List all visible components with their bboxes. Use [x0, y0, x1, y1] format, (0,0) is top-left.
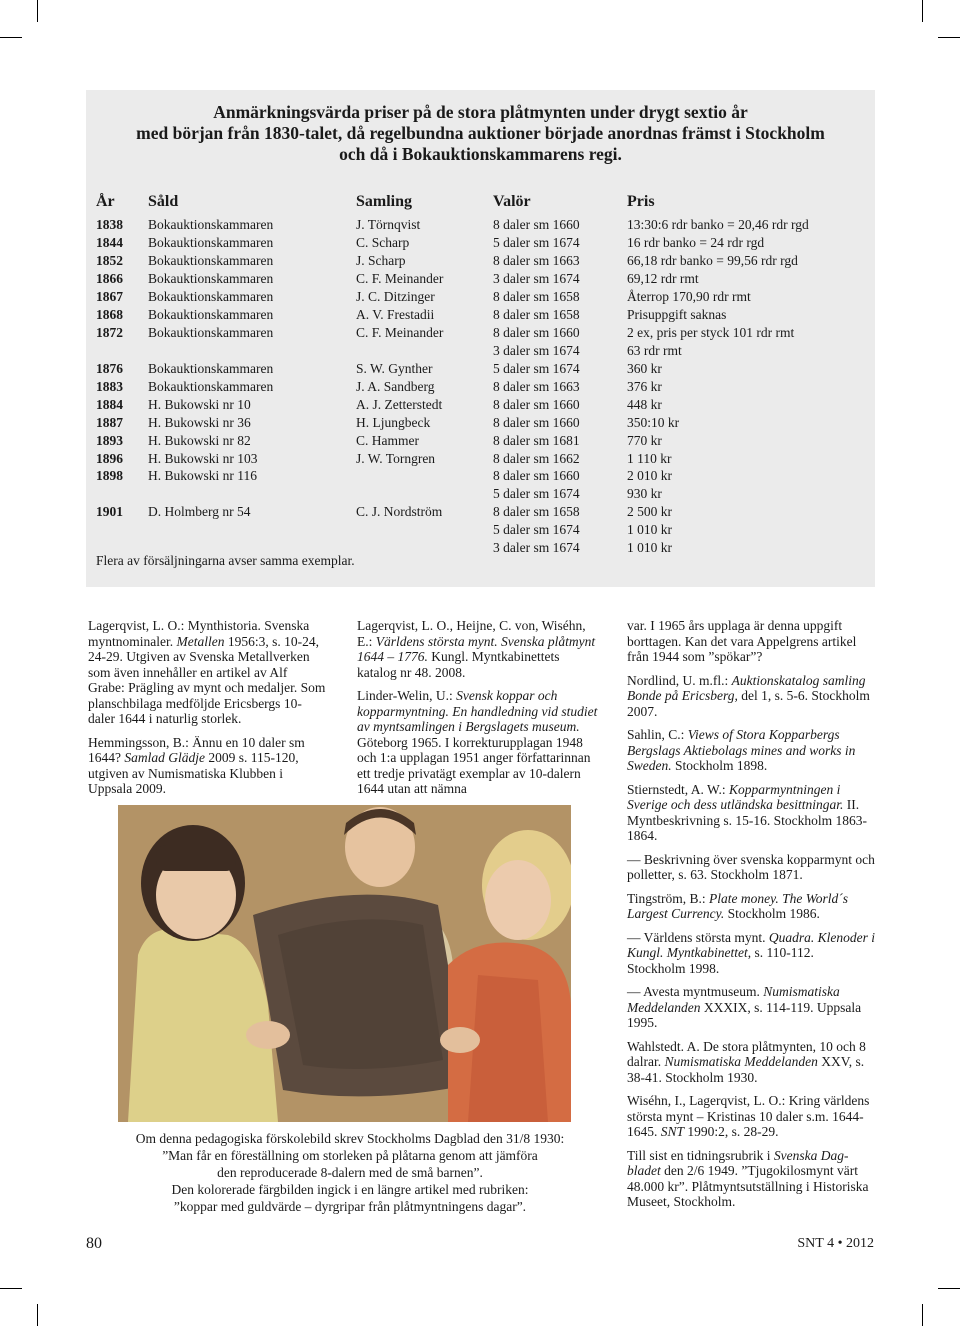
- cell-price: 376 kr: [627, 379, 662, 394]
- crop-mark: [37, 0, 38, 22]
- price-table-box: [86, 90, 875, 587]
- reference-entry: Lagerqvist, L. O., Heijne, C. von, Wiséhn, E.: Världens största mynt. Svenska plåtmynt 1644 – 1776. Kungl. Myntkabinettets katalog nr 48. 2008.: [357, 618, 596, 680]
- header-value: Valör: [493, 193, 531, 210]
- page-number: 80: [86, 1235, 102, 1252]
- cell-value: 8 daler sm 1660: [493, 217, 580, 232]
- cell-sold: Bokauktionskammaren: [148, 325, 274, 340]
- cell-collection: J. A. Sandberg: [356, 379, 435, 394]
- cell-value: 3 daler sm 1674: [493, 271, 580, 286]
- cell-collection: A. J. Zetterstedt: [356, 397, 443, 412]
- cell-price: 69,12 rdr rmt: [627, 271, 699, 286]
- reference-entry: — Världens största mynt. Quadra. Klenoder i Kungl. Myntkabinettet, s. 110-112. Stockholm 1998.: [627, 929, 875, 976]
- cell-value: 8 daler sm 1660: [493, 468, 580, 483]
- table-row: [86, 485, 875, 503]
- cell-year: 1866: [96, 271, 123, 286]
- title-line: och då i Bokauktionskammarens regi.: [339, 144, 622, 164]
- cell-year: 1838: [96, 217, 123, 232]
- cell-price: 2 500 kr: [627, 504, 672, 519]
- reference-entry: Lagerqvist, L. O.: Mynthistoria. Svenska myntnominaler. Metallen 1956:3, s. 10-24, 24-29. Utgiven av Svenska Metallverken som även innehåller en artikel av Alf Grabe: Prägling av mynt och medaljer. Som planschbilaga medföljde Ericsbergs 10-daler 1644 i naturlig storlek.: [88, 618, 326, 726]
- cell-price: 2 ex, pris per styck 101 rdr rmt: [627, 325, 795, 340]
- cell-collection: C. F. Meinander: [356, 325, 444, 340]
- table-row: [86, 306, 875, 324]
- crop-mark: [938, 37, 960, 38]
- table-row: [86, 360, 875, 378]
- table-footnote: Flera av försäljningarna avser samma exemplar.: [96, 553, 355, 568]
- crop-mark: [0, 1288, 22, 1289]
- header-sold: Såld: [148, 193, 179, 210]
- caption-line: ”Man får en föreställning om storleken på plåtarna genom att jämföra: [162, 1148, 538, 1163]
- cell-collection: C. F. Meinander: [356, 271, 444, 286]
- cell-year: 1896: [96, 451, 123, 466]
- table-row: [86, 216, 875, 234]
- title-line: med början från 1830-talet, då regelbundna auktioner började anordnas främst i Stockholm: [136, 123, 825, 143]
- caption-line: den reproducerade 8-dalern med de små barnen”.: [217, 1165, 483, 1180]
- cell-price: 770 kr: [627, 433, 662, 448]
- cell-collection: J. Törnqvist: [356, 217, 421, 232]
- cell-year: 1876: [96, 361, 123, 376]
- cell-value: 8 daler sm 1663: [493, 379, 580, 394]
- cell-price: 1 110 kr: [627, 451, 672, 466]
- cell-value: 5 daler sm 1674: [493, 522, 580, 537]
- table-title: [86, 102, 875, 165]
- cell-price: 13:30:6 rdr banko = 20,46 rdr rgd: [627, 217, 809, 232]
- table-row: [86, 467, 875, 485]
- cell-collection: S. W. Gynther: [356, 361, 433, 376]
- cell-year: 1884: [96, 397, 123, 412]
- table-row: [86, 252, 875, 270]
- crop-mark: [938, 1288, 960, 1289]
- crop-mark: [922, 0, 923, 22]
- cell-price: 2 010 kr: [627, 468, 672, 483]
- cell-year: 1867: [96, 289, 123, 304]
- caption-line: ”koppar med guldvärde – dyrgripar från plåtmyntningens dagar”.: [173, 1199, 527, 1214]
- reference-entry: Stiernstedt, A. W.: Kopparmyntningen i Sverige och dess utländska besittningar. II. Myntbeskrivning s. 15-16. Stockholm 1863-1864.: [627, 781, 867, 843]
- cell-sold: H. Bukowski nr 116: [148, 468, 258, 483]
- reference-entry: — Beskrivning över svenska kopparmynt och polletter, s. 63. Stockholm 1871.: [627, 851, 875, 882]
- table-row: [86, 270, 875, 288]
- cell-year: 1898: [96, 468, 123, 483]
- crop-mark: [0, 37, 22, 38]
- cell-collection: J. C. Ditzinger: [356, 289, 435, 304]
- header-year: År: [96, 193, 115, 210]
- reference-column-2: [357, 618, 599, 805]
- cell-sold: Bokauktionskammaren: [148, 361, 274, 376]
- cell-collection: C. Hammer: [356, 433, 419, 448]
- reference-entry: Linder-Welin, U.: Svensk koppar och kopparmyntning. En handledning vid studiet av myntsamlingen i Bergslagets museum. Göteborg 1965. I korrekturupplagan 1948 och 1:a upplagan 1951 anger författarinnan ett tredje privatägt exemplar av 10-dalern 1644 utan att nämna: [357, 688, 598, 796]
- table-row: [86, 450, 875, 468]
- crop-mark: [922, 1304, 923, 1326]
- cell-year: 1883: [96, 379, 123, 394]
- table-row: [86, 378, 875, 396]
- cell-value: 8 daler sm 1681: [493, 433, 580, 448]
- cell-year: 1872: [96, 325, 123, 340]
- cell-value: 5 daler sm 1674: [493, 361, 580, 376]
- reference-entry: Hemmingsson, B.: Ännu en 10 daler sm 1644? Samlad Glädje 2009 s. 115-120, utgiven av Numismatiska Klubben i Uppsala 2009.: [88, 734, 305, 796]
- cell-sold: Bokauktionskammaren: [148, 217, 274, 232]
- cell-year: 1887: [96, 415, 123, 430]
- reference-entry: Sahlin, C.: Views of Stora Kopparbergs Bergslags Aktiebolags mines and works in Sweden. Stockholm 1898.: [627, 727, 856, 773]
- table-row: [86, 324, 875, 342]
- cell-value: 8 daler sm 1658: [493, 289, 580, 304]
- cell-value: 8 daler sm 1660: [493, 415, 580, 430]
- reference-entry: Tingström, B.: Plate money. The World´s Largest Currency. Stockholm 1986.: [627, 890, 849, 921]
- cell-sold: Bokauktionskammaren: [148, 379, 274, 394]
- cell-collection: A. V. Frestadii: [356, 307, 435, 322]
- cell-price: 448 kr: [627, 397, 662, 412]
- cell-sold: D. Holmberg nr 54: [148, 504, 251, 519]
- cell-value: 8 daler sm 1662: [493, 451, 580, 466]
- cell-year: 1893: [96, 433, 123, 448]
- cell-price: 360 kr: [627, 361, 662, 376]
- table-row: [86, 414, 875, 432]
- table-row: [86, 396, 875, 414]
- cell-price: Återrop 170,90 rdr rmt: [627, 289, 751, 304]
- reference-entry: Nordlind, U. m.fl.: Auktionskatalog samling Bonde på Ericsberg, del 1, s. 5-6. Stockholm 2007.: [627, 672, 870, 719]
- cell-sold: Bokauktionskammaren: [148, 307, 274, 322]
- table-row: [86, 288, 875, 306]
- reference-entry: Till sist en tidningsrubrik i Svenska Dagbladet den 2/6 1949. ”Tjugokilosmynt värt 48.000 kr”. Plåtmyntsutställning i Historiska Museet, Stockholm.: [627, 1147, 869, 1209]
- reference-column-3: [627, 618, 875, 1218]
- journal-footer: SNT 4 • 2012: [797, 1236, 874, 1251]
- cell-value: 3 daler sm 1674: [493, 343, 580, 358]
- photo-illustration: [118, 805, 571, 1122]
- cell-sold: Bokauktionskammaren: [148, 253, 274, 268]
- cell-collection: C. Scharp: [356, 235, 410, 250]
- cell-value: 8 daler sm 1660: [493, 397, 580, 412]
- cell-value: 8 daler sm 1660: [493, 325, 580, 340]
- cell-price: 16 rdr banko = 24 rdr rgd: [627, 235, 765, 250]
- header-collection: Samling: [356, 193, 413, 210]
- reference-entry: var. I 1965 års upplaga är denna uppgift borttagen. Kan det vara Appelgrens artikel från 1944 som ”spökar”?: [627, 618, 857, 664]
- cell-value: 3 daler sm 1674: [493, 540, 580, 555]
- table-row: [86, 503, 875, 521]
- cell-price: 63 rdr rmt: [627, 343, 682, 358]
- cell-year: 1901: [96, 504, 123, 519]
- reference-entry: Wiséhn, I., Lagerqvist, L. O.: Kring världens största mynt – Kristinas 10 daler s.m. 1644-1645. SNT 1990:2, s. 28-29.: [627, 1093, 870, 1139]
- header-price: Pris: [627, 193, 655, 210]
- cell-year: 1852: [96, 253, 123, 268]
- table-row: [86, 342, 875, 360]
- caption-line: Om denna pedagogiska förskolebild skrev Stockholms Dagblad den 31/8 1930:: [135, 1131, 565, 1146]
- cell-sold: Bokauktionskammaren: [148, 235, 274, 250]
- reference-entry: — Avesta myntmuseum. Numismatiska Meddelanden XXXIX, s. 114-119. Uppsala 1995.: [627, 984, 862, 1030]
- caption-line: Den kolorerade färgbilden ingick i en längre artikel med rubriken:: [171, 1182, 529, 1197]
- cell-collection: H. Ljungbeck: [356, 415, 431, 430]
- table-row: [86, 432, 875, 450]
- table-row: [86, 234, 875, 252]
- cell-value: 8 daler sm 1658: [493, 307, 580, 322]
- photo-caption: [100, 1130, 600, 1215]
- cell-sold: H. Bukowski nr 82: [148, 433, 251, 448]
- cell-collection: J. Scharp: [356, 253, 406, 268]
- cell-value: 5 daler sm 1674: [493, 486, 580, 501]
- cell-sold: H. Bukowski nr 36: [148, 415, 251, 430]
- cell-price: 1 010 kr: [627, 540, 672, 555]
- cell-collection: J. W. Torngren: [356, 451, 436, 466]
- cell-value: 8 daler sm 1663: [493, 253, 580, 268]
- cell-sold: Bokauktionskammaren: [148, 271, 274, 286]
- cell-price: 66,18 rdr banko = 99,56 rdr rgd: [627, 253, 798, 268]
- cell-value: 8 daler sm 1658: [493, 504, 580, 519]
- table-row: [86, 521, 875, 539]
- reference-column-1: [88, 618, 326, 805]
- cell-price: 930 kr: [627, 486, 662, 501]
- cell-price: 350:10 kr: [627, 415, 680, 430]
- cell-sold: H. Bukowski nr 103: [148, 451, 258, 466]
- cell-year: 1844: [96, 235, 123, 250]
- children-photo: [118, 805, 571, 1122]
- cell-sold: H. Bukowski nr 10: [148, 397, 251, 412]
- cell-price: Prisuppgift saknas: [627, 307, 727, 322]
- cell-year: 1868: [96, 307, 123, 322]
- cell-sold: Bokauktionskammaren: [148, 289, 274, 304]
- reference-entry: Wahlstedt. A. De stora plåtmynten, 10 och 8 dalrar. Numismatiska Meddelanden XXV, s. 38-41. Stockholm 1930.: [627, 1038, 866, 1085]
- cell-collection: C. J. Nordström: [356, 504, 443, 519]
- title-line: Anmärkningsvärda priser på de stora plåtmynten under drygt sextio år: [213, 102, 748, 122]
- cell-price: 1 010 kr: [627, 522, 672, 537]
- cell-value: 5 daler sm 1674: [493, 235, 580, 250]
- crop-mark: [37, 1304, 38, 1326]
